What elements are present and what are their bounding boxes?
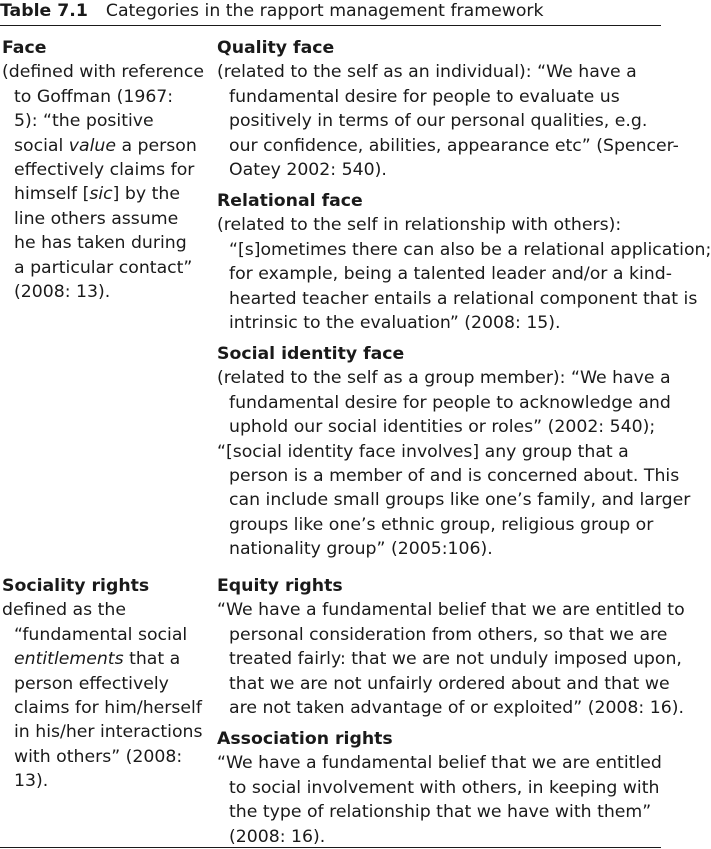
social-identity-face-heading: Social identity face (217, 344, 405, 364)
relational-face-line: intrinsic to the evaluation” (2008: 15). (229, 313, 561, 334)
sociality-rights-line: with others” (2008: (14, 746, 183, 767)
sociality-rights-line: person effectively (14, 673, 169, 694)
social-identity-face-line: (related to the self as a group member): “We have a (217, 368, 671, 389)
relational-face-heading: Relational face (217, 191, 363, 211)
quality-face-line: (related to the self as an individual): “We have a (217, 62, 637, 83)
quality-face-line: fundamental desire for people to evaluate us (229, 86, 620, 107)
social-identity-face-line: can include small groups like one’s family, and larger (229, 490, 691, 511)
caption-rule (0, 25, 661, 26)
table-number: Table 7.1 (0, 1, 88, 21)
face-text-line: to Goffman (1967: (14, 86, 174, 107)
equity-rights-line: that we are not unfairly ordered about and that we (229, 673, 670, 694)
face-cell (2, 36, 202, 304)
quality-face-cell (217, 36, 679, 182)
association-rights-line: the type of relationship that we have with them” (229, 802, 652, 823)
equity-rights-line: personal consideration from others, so that we are (229, 624, 668, 645)
sociality-rights-line: claims for him/herself (14, 698, 202, 719)
relational-face-line: hearted teacher entails a relational component that is (229, 288, 698, 309)
association-rights-line: (2008: 16). (229, 826, 326, 847)
face-text-line: line others assume (14, 208, 179, 229)
social-identity-face-line: uphold our social identities or roles” (2002: 540); (229, 417, 656, 438)
quality-face-line: our confidence, abilities, appearance etc” (Spencer- (229, 135, 679, 156)
face-text-line: effectively claims for (14, 160, 195, 181)
quality-face-heading: Quality face (217, 38, 335, 58)
table-caption (0, 0, 661, 24)
association-rights-line: to social involvement with others, in keeping with (229, 777, 660, 798)
social-identity-face-line: fundamental desire for people to acknowledge and (229, 392, 671, 413)
relational-face-cell (217, 189, 711, 335)
social-identity-face-cell (217, 342, 691, 562)
sociality-rights-line: 13). (14, 771, 49, 792)
quality-face-line: Oatey 2002: 540). (229, 160, 387, 181)
equity-rights-line: are not taken advantage of or exploited” (2008: 16). (229, 698, 684, 719)
face-text-line: he has taken during (14, 233, 187, 254)
quality-face-line: positively in terms of our personal qualities, e.g. (229, 111, 648, 132)
relational-face-line: for example, being a talented leader and/or a kind- (229, 264, 672, 285)
association-rights-heading: Association rights (217, 729, 393, 749)
sociality-rights-cell (2, 574, 202, 794)
equity-rights-line: treated fairly: that we are not unduly imposed upon, (229, 649, 682, 670)
face-text-line: (defined with reference (2, 62, 204, 83)
social-identity-face-line: “[social identity face involves] any group that a (217, 441, 629, 462)
face-text-line: social value a person (14, 135, 197, 156)
face-text-line: 5): “the positive (14, 111, 154, 132)
face-heading: Face (2, 38, 47, 58)
association-rights-line: “We have a fundamental belief that we are entitled (217, 753, 662, 774)
relational-face-line: (related to the self in relationship with others): (217, 215, 622, 236)
face-text-line: (2008: 13). (14, 282, 111, 303)
sociality-rights-line: “fundamental social (14, 624, 188, 645)
relational-face-line: “[s]ometimes there can also be a relational application; (229, 239, 711, 260)
social-identity-face-line: person is a member of and is concerned about. This (229, 466, 680, 487)
equity-rights-heading: Equity rights (217, 576, 343, 596)
sociality-rights-line: in his/her interactions (14, 722, 203, 743)
social-identity-face-line: groups like one’s ethnic group, religious group or (229, 514, 654, 535)
equity-rights-line: “We have a fundamental belief that we are entitled to (217, 600, 685, 621)
face-text-line: himself [sic] by the (14, 184, 180, 205)
equity-rights-cell (217, 574, 685, 720)
table-title: Categories in the rapport management framework (105, 1, 544, 21)
sociality-rights-line: entitlements that a (14, 649, 181, 670)
association-rights-cell (217, 727, 661, 849)
table-bottom-rule (0, 847, 661, 848)
social-identity-face-line: nationality group” (2005:106). (229, 539, 493, 560)
sociality-rights-heading: Sociality rights (2, 576, 150, 596)
sociality-rights-line: defined as the (2, 600, 126, 621)
face-text-line: a particular contact” (14, 257, 193, 278)
